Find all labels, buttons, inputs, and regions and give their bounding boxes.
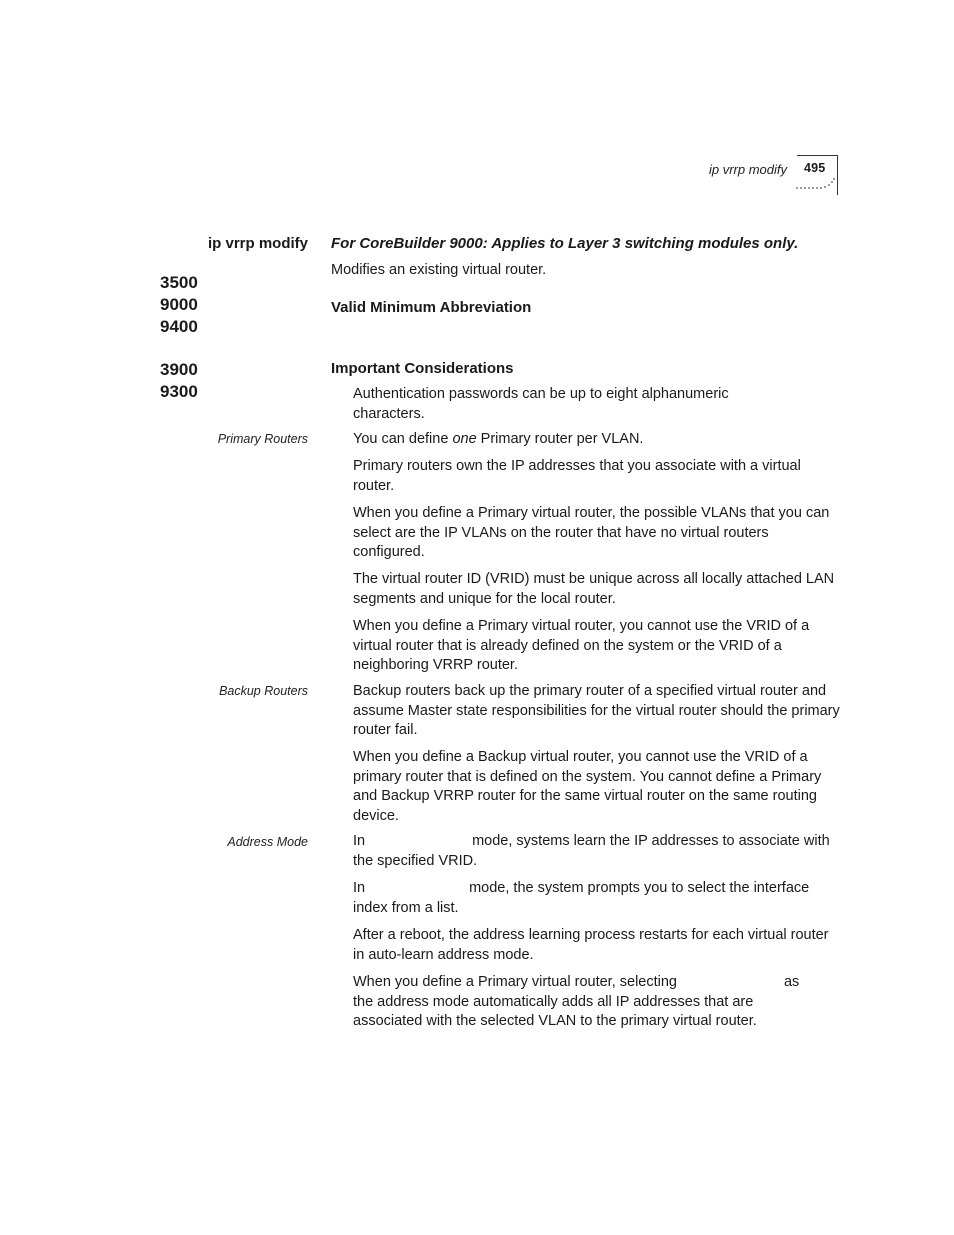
paragraph-select-address-mode xyxy=(353,973,803,1032)
text: In xyxy=(353,880,366,896)
text: In xyxy=(353,833,366,849)
page-number: 495 xyxy=(804,161,826,175)
side-label-backup-routers: Backup Routers xyxy=(219,684,308,698)
page-corner-dots xyxy=(795,178,837,190)
platform-number: 9400 xyxy=(160,317,198,336)
paragraph-define-one xyxy=(353,430,843,450)
text: When you define a Primary virtual router, selecting xyxy=(353,974,677,990)
command-description: Modifies an existing virtual router. xyxy=(331,262,547,278)
platform-number: 3900 xyxy=(160,360,198,379)
paragraph-address-manual xyxy=(353,879,843,918)
platform-number: 3500 xyxy=(160,273,198,292)
paragraph-backup-desc: Backup routers back up the primary router of a specified virtual router and assume Master state responsibilities for the virtual router should the primary router fail. xyxy=(353,683,840,739)
platform-number: 9300 xyxy=(160,382,198,401)
command-heading: ip vrrp modify xyxy=(207,235,308,252)
paragraph-address-learn xyxy=(353,832,843,871)
paragraph-reboot: After a reboot, the address learning process restarts for each virtual router in auto-learn address mode. xyxy=(353,927,829,963)
emphasis-one: one xyxy=(452,431,477,447)
paragraph-primary-vlans: When you define a Primary virtual router, the possible VLANs that you can select are the IP VLANs on the router that have no virtual routers configured. xyxy=(353,505,830,561)
side-label-address-mode: Address Mode xyxy=(227,835,308,849)
text: as xyxy=(783,974,800,990)
platform-number: 9000 xyxy=(160,295,198,314)
section-valid-minimum-abbreviation: Valid Minimum Abbreviation xyxy=(331,299,532,316)
paragraph-primary-own: Primary routers own the IP addresses that you associate with a virtual router. xyxy=(353,458,801,494)
text: You can define xyxy=(353,431,453,447)
section-important-considerations: Important Considerations xyxy=(331,360,514,377)
text: the address mode automatically adds all IP addresses that are associated with the selected VLAN to the primary virtual router. xyxy=(353,993,757,1030)
text: mode, the system prompts you to select the interface index from a list. xyxy=(353,880,810,916)
running-header-title: ip vrrp modify xyxy=(708,162,787,177)
platform-list-group2 xyxy=(160,359,198,403)
paragraph-primary-vrid: When you define a Primary virtual router, you cannot use the VRID of a virtual router that is already defined on the system or the VRID of a neighboring VRRP router. xyxy=(353,618,810,674)
applies-to-note: For CoreBuilder 9000: Applies to Layer 3 switching modules only. xyxy=(331,235,799,252)
platform-list-group1 xyxy=(160,272,198,338)
text: mode, systems learn the IP addresses to associate with the specified VRID. xyxy=(353,833,830,869)
side-label-primary-routers: Primary Routers xyxy=(217,432,308,446)
paragraph-vrid-unique: The virtual router ID (VRID) must be unique across all locally attached LAN segments and unique for the local router. xyxy=(353,571,835,607)
text: Primary router per VLAN. xyxy=(476,431,644,447)
paragraph-backup-vrid: When you define a Backup virtual router, you cannot use the VRID of a primary router that is defined on the system. You cannot define a Primary and Backup VRRP router for the same virtual router on the same routing device. xyxy=(353,749,822,824)
paragraph-auth-passwords: Authentication passwords can be up to eight alphanumeric characters. xyxy=(353,386,729,422)
